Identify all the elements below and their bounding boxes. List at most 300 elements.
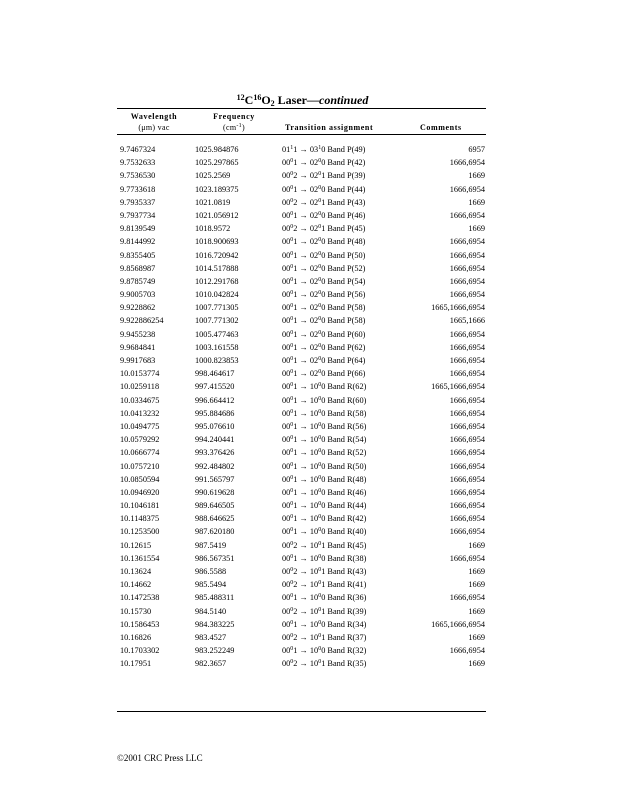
transition-part: 0 Band P(60) [321, 329, 366, 339]
comments-cell: 1666,6954 [449, 408, 485, 418]
transition-part: 00 [282, 580, 291, 590]
transition-cell [282, 552, 366, 565]
wavelength-cell: 9.7935337 [120, 197, 156, 207]
comments-cell: 1666,6954 [449, 527, 485, 537]
header-rule [117, 134, 486, 135]
table-row [0, 631, 617, 644]
transition-part: 2 → 02 [293, 171, 319, 181]
transition-part: 0 Band R(40) [321, 527, 367, 537]
comments-cell: 1665,1666,6954 [431, 382, 485, 392]
transition-cell [282, 183, 365, 196]
transition-part: 1 → 10 [293, 487, 319, 497]
frequency-cell: 1025.984876 [195, 145, 239, 154]
wavelength-cell: 9.8144992 [120, 237, 156, 247]
transition-part: 0 Band R(56) [321, 421, 367, 431]
transition-part: 00 [282, 606, 291, 616]
transition-sup: 0 [290, 356, 294, 362]
transition-sup: 0 [318, 158, 322, 165]
wavelength-cell: 10.1361554 [120, 553, 160, 563]
transition-cell [282, 565, 366, 578]
frequency-cell: 995.076610 [195, 421, 235, 431]
transition-part: 0 Band P(49) [321, 145, 366, 154]
transition-sup: 0 [318, 356, 322, 362]
wavelength-cell: 10.1586453 [120, 619, 160, 629]
transition-part: 00 [282, 659, 291, 669]
transition-sup: 0 [290, 158, 294, 165]
wavelength-cell: 10.0494775 [120, 421, 160, 431]
transition-part: 1 Band R(37) [321, 632, 367, 642]
transition-cell [282, 301, 365, 314]
comments-cell: 1669 [468, 580, 485, 590]
transition-sup: 0 [290, 593, 294, 600]
transition-part: 1 Band P(39) [321, 171, 366, 181]
table-row [0, 275, 617, 288]
transition-part: 1 → 02 [293, 329, 319, 339]
transition-part: 1 → 02 [293, 303, 319, 313]
table-row [0, 235, 617, 248]
transition-part: 00 [282, 514, 291, 524]
transition-sup: 0 [318, 501, 322, 508]
transition-part: 1 → 10 [293, 421, 319, 431]
transition-part: 00 [282, 408, 291, 418]
transition-part: 1 → 10 [293, 593, 319, 603]
frequency-cell: 998.464617 [195, 369, 235, 379]
table-row [0, 539, 617, 552]
transition-part: 00 [282, 646, 291, 656]
frequency-cell: 1025.2569 [195, 171, 231, 181]
table-row [0, 209, 617, 222]
transition-part: 0 Band P(46) [321, 210, 366, 220]
title-iso1-element: C [244, 93, 254, 107]
transition-part: 1 → 02 [293, 158, 319, 168]
table-row [0, 183, 617, 196]
transition-sup: 0 [318, 527, 322, 534]
comments-cell: 1669 [468, 224, 485, 234]
transition-sup: 0 [318, 580, 322, 587]
wavelength-cell: 9.7937734 [120, 210, 156, 220]
transition-cell [282, 591, 366, 604]
transition-cell [282, 644, 366, 657]
transition-cell [282, 420, 366, 433]
frequency-cell: 1005.477463 [195, 329, 239, 339]
transition-part: 00 [282, 171, 291, 181]
transition-sup: 0 [290, 382, 294, 389]
transition-cell [282, 275, 365, 288]
transition-cell [282, 473, 366, 486]
transition-part: 1 → 10 [293, 646, 319, 656]
transition-cell [282, 328, 365, 341]
transition-part: 2 → 10 [293, 632, 319, 642]
table-row [0, 578, 617, 591]
comments-cell: 1666,6954 [449, 593, 485, 603]
transition-sup: 0 [318, 382, 322, 389]
frequency-cell: 984.5140 [195, 606, 227, 616]
comments-cell: 1666,6954 [449, 158, 485, 168]
transition-sup: 0 [290, 303, 294, 310]
transition-part: 1 → 03 [293, 145, 319, 154]
transition-part: 1 → 02 [293, 342, 319, 352]
transition-sup: 0 [318, 290, 322, 297]
transition-cell [282, 209, 365, 222]
transition-sup: 0 [290, 184, 294, 191]
wavelength-cell: 10.1253500 [120, 527, 160, 537]
table-row [0, 460, 617, 473]
frequency-cell: 1000.823853 [195, 356, 239, 365]
transition-sup: 0 [318, 408, 322, 415]
table-row [0, 156, 617, 169]
transition-sup: 0 [290, 316, 294, 323]
transition-sup: 0 [290, 567, 294, 573]
transition-sup: 0 [318, 395, 322, 402]
transition-part: 1 → 10 [293, 382, 319, 392]
transition-sup: 0 [318, 448, 322, 455]
wavelength-cell: 9.8568987 [120, 263, 156, 273]
wavelength-cell: 9.9455238 [120, 329, 156, 339]
comments-cell: 1669 [468, 540, 485, 550]
transition-part: 1 → 02 [293, 316, 319, 326]
transition-cell [282, 499, 366, 512]
comments-cell: 1666,6954 [449, 276, 485, 286]
transition-part: 1 Band P(45) [321, 224, 366, 234]
comments-cell: 1666,6954 [449, 474, 485, 484]
transition-part: 0 Band R(38) [321, 553, 367, 563]
transition-cell [282, 143, 365, 156]
transition-part: 00 [282, 593, 291, 603]
comments-cell: 1666,6954 [449, 369, 485, 379]
table-row [0, 354, 617, 367]
transition-part: 0 Band R(62) [321, 382, 367, 392]
transition-part: 1 Band R(41) [321, 580, 367, 590]
table-row [0, 512, 617, 525]
transition-sup: 0 [318, 421, 322, 428]
title-iso1-mass: 12 [236, 93, 245, 102]
comments-cell: 1666,6954 [449, 487, 485, 497]
transition-part: 0 Band R(32) [321, 646, 367, 656]
page-title [0, 93, 605, 107]
frequency-header-label: Frequency [213, 112, 255, 121]
transition-part: 2 → 10 [293, 606, 319, 616]
transition-sup: 0 [290, 421, 294, 428]
frequency-cell: 1003.161558 [195, 342, 239, 352]
top-rule [117, 108, 486, 109]
transition-part: 0 Band P(66) [321, 369, 366, 379]
transition-cell [282, 341, 365, 354]
transition-part: 00 [282, 395, 291, 405]
transition-sup: 0 [290, 171, 294, 178]
transition-part: 0 Band R(50) [321, 461, 367, 471]
transition-cell [282, 657, 366, 670]
frequency-cell: 987.620180 [195, 527, 235, 537]
transition-part: 0 Band R(58) [321, 408, 367, 418]
comments-cell: 1669 [468, 632, 485, 642]
wavelength-header-label: Wavelength [130, 112, 178, 121]
transition-sup: 0 [290, 553, 294, 560]
transition-cell [282, 380, 366, 393]
transition-sup: 0 [318, 606, 322, 613]
transition-cell [282, 288, 365, 301]
transition-part: 0 Band R(36) [321, 593, 367, 603]
transition-part: 00 [282, 210, 291, 220]
table-row [0, 605, 617, 618]
transition-sup: 0 [318, 276, 322, 283]
transition-sup: 0 [290, 237, 294, 244]
transition-sup: 0 [290, 606, 294, 613]
transition-part: 1 → 10 [293, 435, 319, 445]
wavelength-cell: 10.1703302 [120, 646, 160, 656]
transition-part: 1 → 10 [293, 619, 319, 629]
transition-cell [282, 367, 365, 380]
frequency-cell: 1023.189375 [195, 184, 239, 194]
frequency-cell: 1012.291768 [195, 276, 239, 286]
frequency-cell: 994.240441 [195, 435, 235, 445]
transition-sup: 0 [318, 171, 322, 178]
frequency-cell: 983.4527 [195, 632, 227, 642]
transition-sup: 0 [318, 487, 322, 494]
transition-sup: 0 [290, 329, 294, 336]
wavelength-cell: 9.7467324 [120, 145, 156, 154]
transition-part: 0 Band P(58) [321, 316, 366, 326]
frequency-header [204, 111, 264, 133]
comments-cell: 1666,6954 [449, 356, 485, 365]
frequency-cell: 992.484802 [195, 461, 235, 471]
wavelength-cell: 9.7733618 [120, 184, 156, 194]
frequency-cell: 1014.517888 [195, 263, 239, 273]
transition-sup: 0 [290, 619, 294, 626]
wavelength-cell: 9.9684841 [120, 342, 156, 352]
transition-part: 0 Band P(44) [321, 184, 366, 194]
table-row [0, 618, 617, 631]
transition-part: 00 [282, 197, 291, 207]
transition-cell [282, 262, 365, 275]
frequency-cell: 1025.297865 [195, 158, 239, 168]
transition-part: 0 Band P(48) [321, 237, 366, 247]
wavelength-cell: 10.0666774 [120, 448, 160, 458]
transition-sup: 1 [290, 145, 294, 151]
transition-cell [282, 235, 365, 248]
transition-part: 1 → 02 [293, 276, 319, 286]
transition-part: 01 [282, 145, 291, 154]
transition-part: 00 [282, 263, 291, 273]
table-row [0, 143, 617, 156]
transition-cell [282, 433, 366, 446]
transition-part: 1 → 02 [293, 369, 319, 379]
transition-sup: 0 [318, 197, 322, 204]
frequency-cell: 995.884686 [195, 408, 235, 418]
comments-cell: 1665,1666,6954 [431, 619, 485, 629]
transition-part: 0 Band R(44) [321, 501, 367, 511]
transition-sup: 0 [318, 646, 322, 653]
comments-cell: 1669 [468, 171, 485, 181]
wavelength-cell: 10.15730 [120, 606, 152, 616]
transition-sup: 0 [290, 276, 294, 283]
transition-cell [282, 196, 365, 209]
comments-cell: 1666,6954 [449, 263, 485, 273]
transition-sup: 0 [290, 369, 294, 376]
frequency-cell: 1018.900693 [195, 237, 239, 247]
transition-part: 0 Band P(54) [321, 276, 366, 286]
title-laser: Laser [274, 93, 307, 107]
wavelength-cell: 10.17951 [120, 659, 152, 669]
frequency-header-unit [204, 122, 264, 133]
transition-sup: 0 [318, 342, 322, 349]
table-row [0, 301, 617, 314]
comments-cell: 1666,6954 [449, 395, 485, 405]
transition-sup: 0 [290, 250, 294, 257]
title-iso2-count: 2 [270, 99, 275, 108]
transition-part: 00 [282, 356, 291, 365]
frequency-cell: 1018.9572 [195, 224, 231, 234]
wavelength-cell: 10.0153774 [120, 369, 160, 379]
frequency-unit-base: (cm [223, 123, 237, 132]
table-row [0, 591, 617, 604]
comments-cell: 1666,6954 [449, 342, 485, 352]
frequency-cell: 1016.720942 [195, 250, 239, 260]
transition-part: 00 [282, 632, 291, 642]
wavelength-cell: 9.9917683 [120, 356, 156, 365]
table-row [0, 249, 617, 262]
transition-part: 00 [282, 237, 291, 247]
transition-cell [282, 407, 366, 420]
transition-part: 00 [282, 527, 291, 537]
transition-part: 0 Band P(56) [321, 290, 366, 300]
transition-sup: 0 [290, 501, 294, 508]
wavelength-cell: 10.0413232 [120, 408, 160, 418]
transition-part: 1 → 02 [293, 250, 319, 260]
transition-part: 1 → 10 [293, 461, 319, 471]
transition-part: 1 → 10 [293, 514, 319, 524]
transition-part: 1 → 02 [293, 263, 319, 273]
transition-part: 00 [282, 553, 291, 563]
frequency-cell: 993.376426 [195, 448, 235, 458]
table-row [0, 565, 617, 578]
transition-sup: 0 [318, 303, 322, 310]
table-row [0, 407, 617, 420]
transition-sup: 1 [318, 145, 322, 151]
transition-cell [282, 512, 366, 525]
transition-sup: 0 [290, 395, 294, 402]
transition-part: 00 [282, 158, 291, 168]
transition-sup: 0 [318, 224, 322, 231]
transition-part: 1 → 02 [293, 356, 319, 365]
transition-cell [282, 460, 366, 473]
comments-cell: 1666,6954 [449, 210, 485, 220]
transition-sup: 0 [318, 619, 322, 626]
transition-sup: 0 [290, 461, 294, 468]
transition-part: 1 → 02 [293, 237, 319, 247]
comments-cell: 1666,6954 [449, 290, 485, 300]
wavelength-cell: 9.8785749 [120, 276, 156, 286]
transition-sup: 0 [318, 514, 322, 521]
transition-part: 00 [282, 342, 291, 352]
transition-cell [282, 222, 365, 235]
frequency-cell: 997.415520 [195, 382, 235, 392]
comments-cell: 1666,6954 [449, 514, 485, 524]
frequency-cell: 985.5494 [195, 580, 227, 590]
comments-cell: 1666,6954 [449, 329, 485, 339]
transition-part: 00 [282, 329, 291, 339]
table-row [0, 196, 617, 209]
copyright-footer: ©2001 CRC Press LLC [117, 753, 203, 763]
transition-part: 00 [282, 487, 291, 497]
transition-cell [282, 394, 366, 407]
transition-sup: 0 [290, 342, 294, 349]
transition-part: 1 → 10 [293, 395, 319, 405]
transition-cell [282, 539, 366, 552]
transition-part: 00 [282, 474, 291, 484]
table-row [0, 473, 617, 486]
transition-sup: 0 [318, 632, 322, 639]
table-row [0, 486, 617, 499]
wavelength-cell: 10.0259118 [120, 382, 160, 392]
wavelength-cell: 9.7532633 [120, 158, 156, 168]
comments-header: Comments [420, 123, 462, 132]
transition-part: 0 Band R(46) [321, 487, 367, 497]
transition-sup: 0 [290, 435, 294, 442]
transition-sup: 0 [318, 184, 322, 191]
transition-part: 1 → 02 [293, 210, 319, 220]
transition-cell [282, 525, 366, 538]
transition-part: 00 [282, 303, 291, 313]
frequency-cell: 989.646505 [195, 501, 235, 511]
transition-sup: 0 [318, 659, 322, 666]
comments-cell: 1666,6954 [449, 184, 485, 194]
transition-part: 0 Band P(42) [321, 158, 366, 168]
transition-part: 1 → 02 [293, 290, 319, 300]
transition-sup: 0 [290, 487, 294, 494]
wavelength-cell: 10.12615 [120, 540, 152, 550]
transition-part: 1 → 10 [293, 474, 319, 484]
transition-part: 0 Band P(64) [321, 356, 366, 365]
transition-sup: 0 [290, 448, 294, 455]
wavelength-cell: 9.8139549 [120, 224, 156, 234]
transition-cell [282, 446, 366, 459]
frequency-cell: 988.646625 [195, 514, 235, 524]
wavelength-cell: 9.8355405 [120, 250, 156, 260]
transition-part: 00 [282, 276, 291, 286]
data-table [0, 143, 617, 671]
table-row [0, 314, 617, 327]
wavelength-cell: 9.9005703 [120, 290, 156, 300]
transition-sup: 0 [290, 210, 294, 217]
wavelength-cell: 10.0334675 [120, 395, 160, 405]
table-row [0, 644, 617, 657]
transition-part: 1 → 10 [293, 448, 319, 458]
frequency-cell: 984.383225 [195, 619, 235, 629]
transition-sup: 0 [290, 408, 294, 415]
transition-sup: 0 [318, 210, 322, 217]
transition-part: 2 → 10 [293, 567, 319, 576]
transition-part: 0 Band R(54) [321, 435, 367, 445]
table-row [0, 446, 617, 459]
transition-part: 1 → 10 [293, 501, 319, 511]
wavelength-cell: 9.922886254 [120, 316, 164, 326]
transition-sup: 0 [290, 632, 294, 639]
transition-sup: 0 [318, 474, 322, 481]
frequency-unit-close: ) [241, 123, 245, 132]
frequency-cell: 1021.0819 [195, 197, 231, 207]
frequency-cell: 1007.771302 [195, 316, 239, 326]
transition-sup: 0 [318, 461, 322, 468]
wavelength-cell: 10.0850594 [120, 474, 160, 484]
transition-sup: 0 [290, 514, 294, 521]
comments-cell: 1666,6954 [449, 646, 485, 656]
wavelength-cell: 9.7536530 [120, 171, 156, 181]
transition-part: 00 [282, 184, 291, 194]
comments-cell: 1665,1666,6954 [431, 303, 485, 313]
frequency-cell: 1021.056912 [195, 210, 239, 220]
transition-sup: 0 [290, 646, 294, 653]
frequency-cell: 986.567351 [195, 553, 235, 563]
